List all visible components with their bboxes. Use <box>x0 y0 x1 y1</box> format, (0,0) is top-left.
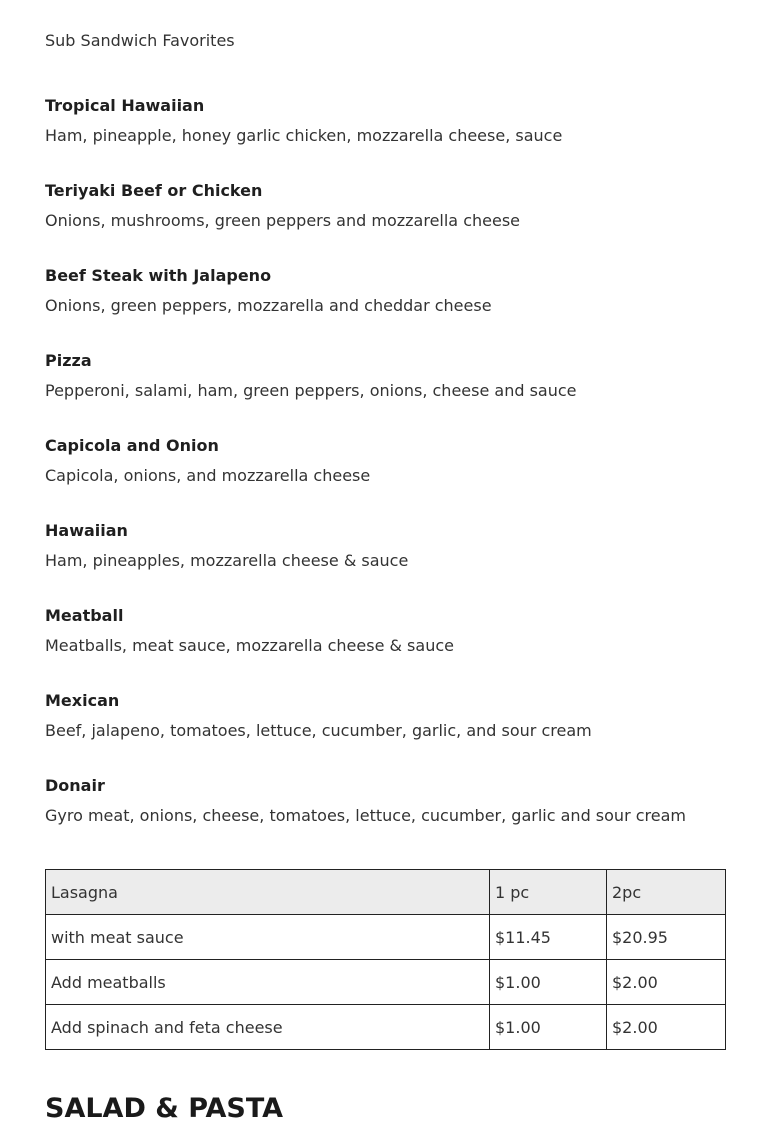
menu-item-description: Gyro meat, onions, cheese, tomatoes, lettuce, cucumber, garlic and sour cream <box>45 806 686 825</box>
menu-item-name: Tropical Hawaiian <box>45 96 205 115</box>
table-cell: with meat sauce <box>46 915 490 960</box>
menu-item-donair <box>45 776 725 826</box>
table-header-row <box>46 870 726 915</box>
menu-item-name: Beef Steak with Jalapeno <box>45 266 272 285</box>
menu-item-description: Pepperoni, salami, ham, green peppers, onions, cheese and sauce <box>45 381 577 400</box>
menu-item-name: Capicola and Onion <box>45 436 219 455</box>
table-header-cell: 2pc <box>607 870 726 915</box>
menu-item-name: Meatball <box>45 606 124 625</box>
table-row <box>46 915 726 960</box>
table-cell: $1.00 <box>490 1005 607 1050</box>
menu-item-name: Teriyaki Beef or Chicken <box>45 181 263 200</box>
table-row <box>46 960 726 1005</box>
menu-item-description: Onions, green peppers, mozzarella and cheddar cheese <box>45 296 492 315</box>
menu-item-description: Onions, mushrooms, green peppers and mozzarella cheese <box>45 211 520 230</box>
section-heading: SALAD & PASTA <box>45 1093 284 1124</box>
menu-item-mexican <box>45 691 725 741</box>
menu-item-description: Beef, jalapeno, tomatoes, lettuce, cucumber, garlic, and sour cream <box>45 721 592 740</box>
table-header-cell: Lasagna <box>46 870 490 915</box>
table-header-cell: 1 pc <box>490 870 607 915</box>
menu-item-description: Capicola, onions, and mozzarella cheese <box>45 466 371 485</box>
lasagna-price-table <box>45 869 726 1050</box>
table-cell: $2.00 <box>607 1005 726 1050</box>
menu-item-teriyaki <box>45 181 725 231</box>
menu-item-name: Pizza <box>45 351 92 370</box>
table-cell: Add meatballs <box>46 960 490 1005</box>
table-cell: $11.45 <box>490 915 607 960</box>
menu-item-beef-steak <box>45 266 725 316</box>
section-intro: Sub Sandwich Favorites <box>45 31 235 50</box>
menu-item-tropical-hawaiian <box>45 96 725 146</box>
menu-item-description: Meatballs, meat sauce, mozzarella cheese & sauce <box>45 636 454 655</box>
menu-item-hawaiian <box>45 521 725 571</box>
menu-item-description: Ham, pineapples, mozzarella cheese & sauce <box>45 551 409 570</box>
menu-item-name: Mexican <box>45 691 120 710</box>
table-cell: $1.00 <box>490 960 607 1005</box>
table-cell: $20.95 <box>607 915 726 960</box>
table-cell: $2.00 <box>607 960 726 1005</box>
table-cell: Add spinach and feta cheese <box>46 1005 490 1050</box>
menu-item-meatball <box>45 606 725 656</box>
menu-item-description: Ham, pineapple, honey garlic chicken, mozzarella cheese, sauce <box>45 126 563 145</box>
menu-item-name: Hawaiian <box>45 521 128 540</box>
table-row <box>46 1005 726 1050</box>
menu-item-capicola <box>45 436 725 486</box>
menu-item-pizza <box>45 351 725 401</box>
menu-item-name: Donair <box>45 776 105 795</box>
